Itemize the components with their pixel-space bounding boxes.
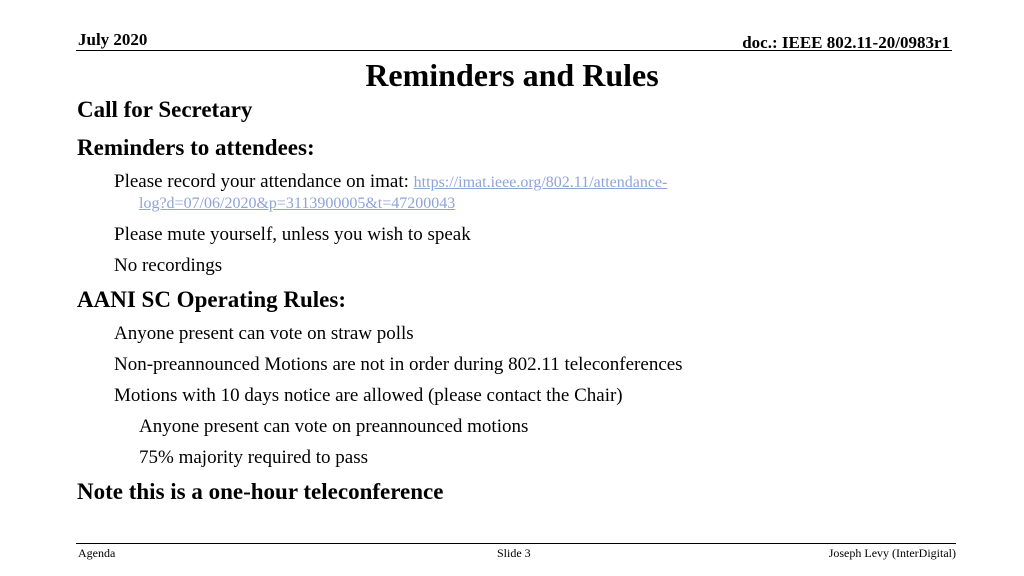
rules-heading: AANI SC Operating Rules: (77, 287, 346, 312)
call-for-secretary: Call for Secretary (77, 97, 253, 122)
attendance-link-part2[interactable]: log?d=07/06/2020&p=3113900005&t=47200043 (139, 195, 456, 212)
no-recordings: No recordings (114, 255, 223, 276)
header-doc-id: doc.: IEEE 802.11-20/0983r1 (742, 33, 950, 52)
footer-left: Agenda (78, 546, 116, 560)
rule-straw-polls: Anyone present can vote on straw polls (114, 323, 414, 344)
sub-vote-preannounced: Anyone present can vote on preannounced motions (139, 416, 529, 437)
footer-author: Joseph Levy (InterDigital) (828, 546, 956, 560)
attendance-link-continued[interactable] (139, 193, 455, 215)
rule-10-days: Motions with 10 days notice are allowed (please contact the Chair) (114, 385, 623, 406)
header-date: July 2020 (78, 30, 148, 49)
sub-majority: 75% majority required to pass (139, 447, 369, 468)
mute-reminder: Please mute yourself, unless you wish to speak (114, 224, 471, 245)
attendance-link[interactable]: https://imat.ieee.org/802.11/attendance- (413, 174, 668, 191)
note-one-hour: Note this is a one-hour teleconference (77, 479, 444, 504)
footer-slide-number: Slide 3 (497, 546, 531, 560)
attendance-item (114, 170, 667, 195)
header-divider (76, 50, 952, 51)
attendance-prefix: Please record your attendance on imat: (114, 171, 414, 192)
rule-non-preannounced: Non-preannounced Motions are not in order during 802.11 teleconferences (114, 354, 683, 375)
footer-divider (76, 543, 956, 544)
slide-title: Reminders and Rules (365, 57, 659, 93)
reminders-heading: Reminders to attendees: (77, 135, 315, 160)
